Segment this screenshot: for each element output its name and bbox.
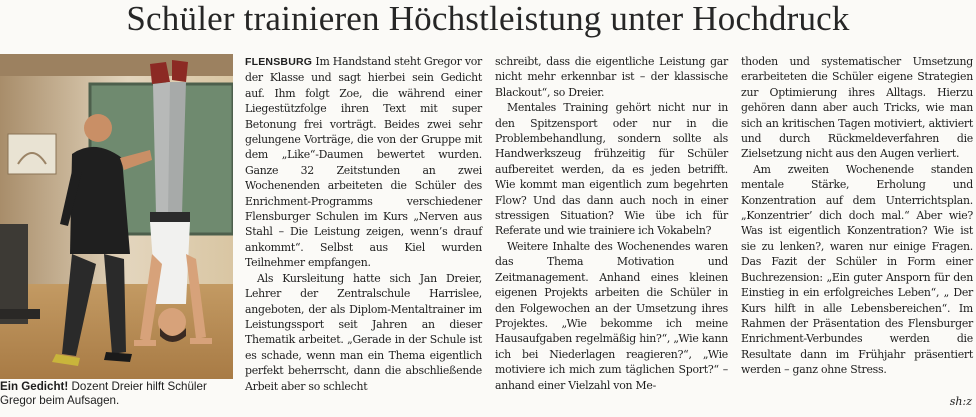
classroom-handstand-photo	[0, 54, 233, 379]
paragraph: schreibt, dass die eigentliche Leistung gar nicht mehr erkennbar ist – der klassische Blackout“, so Dreier.	[495, 55, 728, 99]
article-headline: Schüler trainieren Höchstleistung unter Hochdruck	[126, 0, 850, 38]
author-signature: sh:z	[949, 395, 972, 408]
caption-lead: Ein Gedicht!	[0, 380, 69, 393]
paragraph: thoden und systematischer Umsetzung erarbeiteten die Schüler eigene Strategien zur Optimierung ihres Alltags. Hierzu gehören dann aber auch Tricks, wie man sich an kritischen Tagen motiviert, aktiviert und durch Rückmeldeverfahren die Zielsetzung nicht aus den Augen verliert.	[741, 55, 973, 161]
paragraph: Mentales Training gehört nicht nur in den Spitzensport oder nur in die Problembehandlung, sondern sollte als Handwerkszeug frühzeitig für Schüler aufbereitet werden, da es jeden betrifft. Wie kommt man eigentlich zum begehrten Flow? Und das dann auch noch in einer stressigen Situation? Wie übe ich für Referate und wie trainiere ich Vokabeln?	[495, 101, 728, 238]
paragraph: Als Kursleitung hatte sich Jan Dreier, Lehrer der Zentralschule Harrislee, angeboten, der als Diplom-Mentaltrainer im Leistungssport seit Jahren an dieser Thematik arbeitet. „Gerade in der Schule ist es schade, wenn man ein Thema eigentlich perfekt beherrscht, dann die abschließende Arbeit aber so schlecht	[245, 271, 482, 393]
article-column-1	[245, 54, 482, 394]
dateline: FLENSBURG	[245, 56, 313, 68]
caption-text: Dozent Dreier hilft Schüler Gregor beim Aufsagen.	[0, 380, 207, 407]
paragraph: Am zweiten Wochenende standen mentale Stärke, Erholung und Konzentration auf dem Unterrichtsplan. „Konzentrier’ dich doch mal.“ Aber wie? Was ist eigentlich Konzentration? Wie ist sie zu lenken?, waren nur einige Fragen. Das Fazit der Schüler in Form einer Buchrezension: „Ein guter Ansporn für den Einstieg in ein erfolgreiches Leben“, „ Der Kurs hilft in alle Lebensbereichen“. Im Rahmen der Präsentation des Flensburger Enrichment-Verbundes werden die Resultate dann im Frühjahr präsentiert werden – ganz ohne Stress.	[741, 162, 973, 377]
photo-caption	[0, 380, 238, 408]
paragraph: Weitere Inhalte des Wochenendes waren das Thema Motivation und Zeitmanagement. Anhand eines kleinen eigenen Projekts arbeiten die Schüler in den Folgewochen an der Umsetzung ihres Projektes. „Wie bekomme ich meine Hausaufgaben regelmäßig hin?“, „Wie kann ich bei Niederlagen reagieren?“, „Wie motiviere ich mich zum täglichen Sport?“ – anhand einer Vielzahl von Me-	[495, 239, 728, 392]
article-column-3	[741, 54, 973, 378]
paragraph: Im Handstand steht Gregor vor der Klasse und sagt hierbei sein Gedicht auf. Ihm folgt Zoe, die während einer Liegestützfolge ihren Text mit super Betonung frei vorträgt. Beides zwei sehr gelungene Vorträge, die von der Gruppe mit dem „Like“-Daumen bewertet wurden. Ganze 32 Zeitstunden an zwei Wochenenden arbeiteten die Schüler des Enrichment-Programms verschiedener Flensburger Schulen im Kurs „Nerven aus Stahl – Die Leistung zeigen, wenn’s drauf ankommt“. Selbst aus Kiel wurden Teilnehmer empfangen.	[245, 55, 482, 270]
article-column-2	[495, 54, 728, 393]
article-photo	[0, 54, 233, 379]
